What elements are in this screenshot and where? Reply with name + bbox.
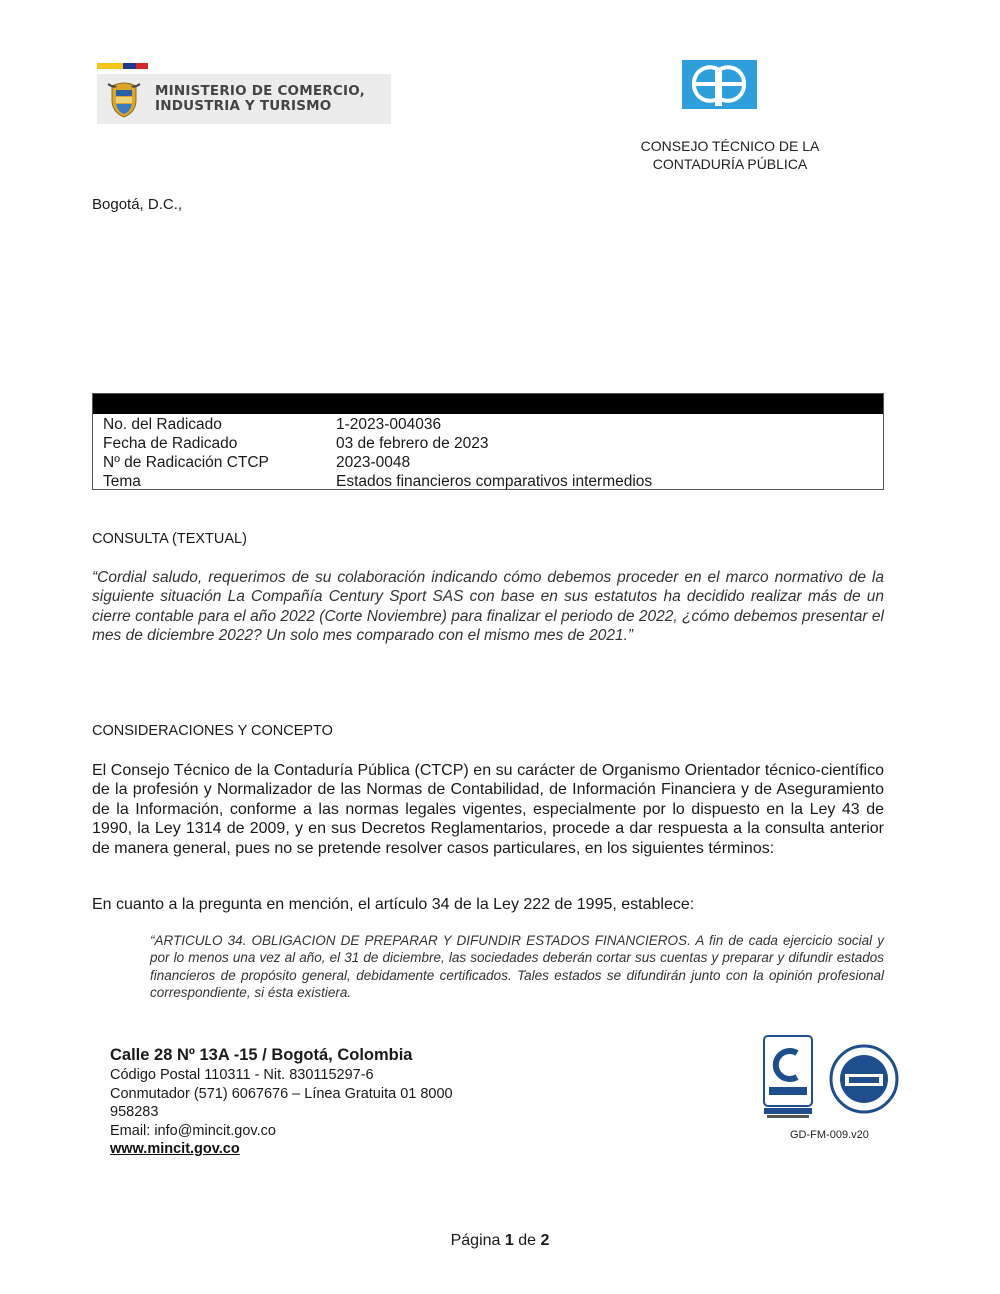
row-label: Tema xyxy=(103,473,141,490)
ctcp-logo-icon xyxy=(682,60,757,109)
phone-line-2: 958283 xyxy=(110,1104,159,1120)
article-quote: “ARTICULO 34. OBLIGACION DE PREPARAR Y DIFUNDIR ESTADOS FINANCIEROS. A fin de cada ejercicio social y por lo menos una vez al año, el 31 de diciembre, las sociedades deberán cortar sus cuentas y preparar y difundir estados financieros de propósito general, debidamente certificados. Tales estados se difundirán junto con la opinión profesional correspondiente, si ésta existiera. xyxy=(150,933,884,1000)
concepto-heading: CONSIDERACIONES Y CONCEPTO xyxy=(92,723,333,739)
council-name-line1: CONSEJO TÉCNICO DE LA xyxy=(640,138,820,154)
website-link[interactable]: www.mincit.gov.co xyxy=(110,1141,240,1157)
ministry-name-line1: MINISTERIO DE COMERCIO, xyxy=(155,83,365,99)
ministry-name xyxy=(155,84,365,114)
consulta-heading: CONSULTA (TEXTUAL) xyxy=(92,531,247,547)
council-name-line2: CONTADURÍA PÚBLICA xyxy=(652,156,808,172)
row-value: 03 de febrero de 2023 xyxy=(336,435,489,452)
phone-line: Conmutador (571) 6067676 – Línea Gratuita 01 8000 xyxy=(110,1085,453,1102)
row-label: No. del Radicado xyxy=(103,416,222,433)
row-label: Nº de Radicación CTCP xyxy=(103,454,269,471)
council-name xyxy=(620,137,840,173)
email-line: Email: info@mincit.gov.co xyxy=(110,1122,276,1139)
table-header-bar xyxy=(93,394,883,414)
ministry-logo xyxy=(97,63,391,124)
consulta-text: “Cordial saludo, requerimos de su colaboración indicando cómo debemos proceder en el marco normativo de la siguiente situación La Compañía Century Sport SAS con base en sus estatutos ha decidido realizar más de un cierre contable para el año 2022 (Corte Noviembre) para finalizar el periodo de 2022, ¿cómo debemos presentar el mes de diciembre 2022? Un solo mes comparado con el mismo mes de 2021.” xyxy=(92,569,884,645)
row-value: 2023-0048 xyxy=(336,454,411,471)
ministry-name-line2: INDUSTRIA Y TURISMO xyxy=(155,98,332,114)
coat-of-arms-icon xyxy=(106,80,142,118)
concepto-paragraph-2: En cuanto a la pregunta en mención, el artículo 34 de la Ley 222 de 1995, establece: xyxy=(92,896,695,913)
iso-certification-icon xyxy=(763,1035,813,1120)
page-of: de xyxy=(518,1232,537,1249)
row-value: 1-2023-004036 xyxy=(336,416,442,433)
page-current: 1 xyxy=(504,1232,514,1249)
address-title: Calle 28 Nº 13A -15 / Bogotá, Colombia xyxy=(110,1046,413,1064)
page-total: 2 xyxy=(540,1232,550,1249)
city-line: Bogotá, D.C., xyxy=(92,196,183,213)
form-code: GD-FM-009.v20 xyxy=(790,1129,869,1141)
page-number xyxy=(0,1232,1000,1250)
footer-address xyxy=(110,1044,490,1159)
row-value: Estados financieros comparativos intermedios xyxy=(336,473,653,490)
page-word: Página xyxy=(450,1232,501,1249)
row-label: Fecha de Radicado xyxy=(103,435,238,452)
postal-line: Código Postal 110311 - Nit. 830115297-6 xyxy=(110,1067,374,1083)
concepto-paragraph-1: El Consejo Técnico de la Contaduría Pública (CTCP) en su carácter de Organismo Orientador técnico-científico de la profesión y Normalizador de las Normas de Contabilidad, de Información Financiera y de Aseguramiento de la Información, conforme a las normas legales vigentes, especialmente por lo dispuesto en la Ley 43 de 1990, la Ley 1314 de 2009, y en sus Decretos Reglamentarios, procede a dar respuesta a la consulta anterior de manera general, pues no se pretende resolver casos particulares, en los siguientes términos: xyxy=(92,762,884,857)
radicado-table xyxy=(92,393,884,490)
iqnet-certification-icon xyxy=(829,1044,899,1114)
flag-strip xyxy=(97,63,148,69)
